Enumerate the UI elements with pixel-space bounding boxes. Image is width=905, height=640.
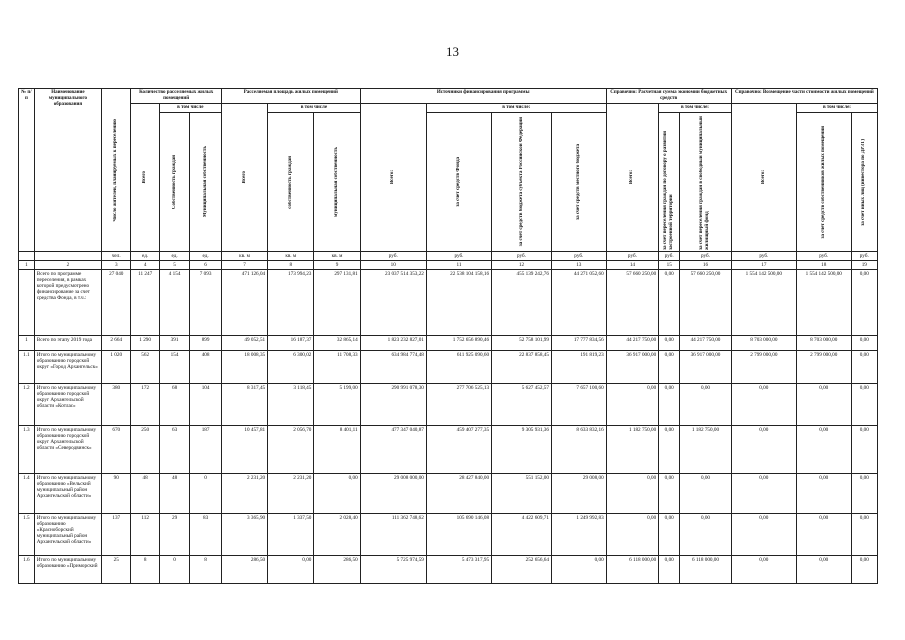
value-cell: 1 554 142 500,00 bbox=[796, 270, 851, 336]
value-cell: 0,00 bbox=[851, 474, 877, 514]
header-area-municipal: муниципальная собственность bbox=[314, 113, 360, 252]
row-name: Итого по муниципальному образованию «Приморский bbox=[34, 556, 101, 584]
table-row bbox=[19, 514, 878, 556]
value-cell: 10 457,81 bbox=[221, 426, 267, 474]
unit-cell: руб. bbox=[680, 252, 732, 261]
value-cell: 477 347 040,87 bbox=[360, 426, 426, 474]
value-cell: 111 362 748,62 bbox=[360, 514, 426, 556]
header-area-group: Расселяемая площадь жилых помещений bbox=[221, 89, 360, 104]
value-cell: 5 627 452,57 bbox=[492, 384, 552, 426]
column-number: 4 bbox=[131, 261, 159, 270]
value-cell: 48 bbox=[131, 474, 159, 514]
value-cell: 16 187,37 bbox=[268, 336, 314, 351]
column-number: 16 bbox=[680, 261, 732, 270]
header-rooms-incl: в том числе bbox=[159, 104, 221, 113]
value-cell: 57 660 250,00 bbox=[680, 270, 732, 336]
value-cell: 0,00 bbox=[659, 351, 680, 384]
value-cell: 0,00 bbox=[796, 384, 851, 426]
value-cell: 250 bbox=[131, 426, 159, 474]
value-cell: 5 199,00 bbox=[314, 384, 360, 426]
value-cell: 7 657 100,60 bbox=[551, 384, 606, 426]
value-cell: 286,50 bbox=[314, 556, 360, 584]
value-cell: 0,00 bbox=[731, 426, 796, 474]
header-source-incl: в том числе: bbox=[426, 104, 606, 113]
value-cell: 112 bbox=[131, 514, 159, 556]
header-ref-comp-total: Всего: bbox=[731, 104, 796, 252]
value-cell: 0,00 bbox=[659, 426, 680, 474]
value-cell: 0,00 bbox=[659, 556, 680, 584]
header-fund: за счет средств Фонда bbox=[426, 113, 491, 252]
value-cell: 8 401,11 bbox=[314, 426, 360, 474]
value-cell: 0,00 bbox=[796, 514, 851, 556]
value-cell: 1 752 656 890,46 bbox=[426, 336, 491, 351]
column-number: 1 bbox=[19, 261, 35, 270]
row-name: Итого по муниципальному образованию «Вельский муниципальный район Архангельской области» bbox=[34, 474, 101, 514]
value-cell: 0,00 bbox=[680, 474, 732, 514]
value-cell: 1 337,50 bbox=[268, 514, 314, 556]
header-other-sources: за счет иных лиц (инвестора по ДРЗТ) bbox=[851, 113, 877, 252]
value-cell: 0,00 bbox=[680, 514, 732, 556]
header-subject-budget: за счет средств бюджета субъекта Российской Федерации bbox=[492, 113, 552, 252]
column-number: 3 bbox=[102, 261, 131, 270]
header-rooms-municipal: Муниципальная собственность bbox=[190, 113, 222, 252]
value-cell: 290 991 078,30 bbox=[360, 384, 426, 426]
value-cell: 408 bbox=[190, 351, 222, 384]
value-cell: 1 182 750,00 bbox=[606, 426, 659, 474]
value-cell: 0,00 bbox=[851, 514, 877, 556]
value-cell: 0,00 bbox=[659, 270, 680, 336]
header-area-incl: в том числе bbox=[268, 104, 361, 113]
value-cell: 0,00 bbox=[659, 384, 680, 426]
value-cell: 2 231,20 bbox=[268, 474, 314, 514]
value-cell: 0,00 bbox=[680, 384, 732, 426]
column-number: 6 bbox=[190, 261, 222, 270]
value-cell: 2 231,20 bbox=[221, 474, 267, 514]
unit-cell: кв. м bbox=[314, 252, 360, 261]
row-name: Итого по муниципальному образованию городской округ «Город Архангельск» bbox=[34, 351, 101, 384]
value-cell: 105 690 146,08 bbox=[426, 514, 491, 556]
value-cell: 4 422 609,71 bbox=[492, 514, 552, 556]
header-ref-budget-group: Справочно: Расчетная сумма экономии бюджетных средств bbox=[606, 89, 731, 104]
value-cell: 7 093 bbox=[190, 270, 222, 336]
header-source-group: Источники финансирования программы bbox=[360, 89, 606, 104]
row-name: Итого по муниципальному образованию городской округ Архангельской области «Котлас» bbox=[34, 384, 101, 426]
value-cell: 670 bbox=[102, 426, 131, 474]
value-cell: 8 317,45 bbox=[221, 384, 267, 426]
row-number: 1.2 bbox=[19, 384, 35, 426]
header-planned-people: Число жителей, планируемых к переселению bbox=[102, 89, 131, 252]
value-cell: 0,00 bbox=[314, 474, 360, 514]
unit-cell: руб. bbox=[426, 252, 491, 261]
value-cell: 29 008,00 bbox=[551, 474, 606, 514]
value-cell: 459 407 277,35 bbox=[426, 426, 491, 474]
unit-cell: руб. bbox=[492, 252, 552, 261]
value-cell: 3 118,45 bbox=[268, 384, 314, 426]
header-ref-budget-incl: в том числе: bbox=[659, 104, 732, 113]
value-cell: 11 708,33 bbox=[314, 351, 360, 384]
column-number: 7 bbox=[221, 261, 267, 270]
header-name: Наименование муниципального образования bbox=[34, 89, 101, 252]
value-cell: 634 984 774,48 bbox=[360, 351, 426, 384]
value-cell: 23 037 514 353,22 bbox=[360, 270, 426, 336]
header-source-total: Всего: bbox=[360, 104, 426, 252]
value-cell: 6 300,02 bbox=[268, 351, 314, 384]
column-number: 11 bbox=[426, 261, 491, 270]
value-cell: 611 925 090,60 bbox=[426, 351, 491, 384]
value-cell: 68 bbox=[159, 384, 189, 426]
row-name: Итого по муниципальному образованию «Красноборский муниципальный район Архангельской области» bbox=[34, 514, 101, 556]
column-number: 8 bbox=[268, 261, 314, 270]
value-cell: 8 703 000,00 bbox=[731, 336, 796, 351]
header-local-budget: за счет средств местного бюджета bbox=[551, 113, 606, 252]
value-cell: 2 664 bbox=[102, 336, 131, 351]
value-cell: 0,00 bbox=[268, 556, 314, 584]
value-cell: 0,00 bbox=[851, 351, 877, 384]
header-area-citizens: собственность граждан bbox=[268, 113, 314, 252]
value-cell: 172 bbox=[131, 384, 159, 426]
value-cell: 2 056,70 bbox=[268, 426, 314, 474]
value-cell: 0,00 bbox=[606, 474, 659, 514]
row-name: Всего по программе переселения, в рамках которой предусмотрено финансирование за счет средства Фонда, в т.ч.: bbox=[34, 270, 101, 336]
row-number: 1.1 bbox=[19, 351, 35, 384]
header-exceed-norm: за счет переселения граждан по договору о развитии застроенной территории bbox=[659, 113, 680, 252]
column-number: 14 bbox=[606, 261, 659, 270]
value-cell: 0,00 bbox=[851, 336, 877, 351]
unit-cell: ед. bbox=[190, 252, 222, 261]
table-row bbox=[19, 474, 878, 514]
value-cell: 0,00 bbox=[659, 336, 680, 351]
value-cell: 1 020 bbox=[102, 351, 131, 384]
value-cell: 63 bbox=[159, 426, 189, 474]
value-cell: 5 725 974,59 bbox=[360, 556, 426, 584]
unit-cell: руб. bbox=[796, 252, 851, 261]
unit-cell: руб. bbox=[731, 252, 796, 261]
value-cell: 8 633 832,16 bbox=[551, 426, 606, 474]
value-cell: 104 bbox=[190, 384, 222, 426]
value-cell: 27 040 bbox=[102, 270, 131, 336]
value-cell: 0,00 bbox=[731, 474, 796, 514]
value-cell: 252 656,64 bbox=[492, 556, 552, 584]
value-cell: 0,00 bbox=[731, 556, 796, 584]
unit-cell: руб. bbox=[851, 252, 877, 261]
row-number: 1.3 bbox=[19, 426, 35, 474]
value-cell: 277 706 525,13 bbox=[426, 384, 491, 426]
value-cell: 0 bbox=[190, 474, 222, 514]
value-cell: 0,00 bbox=[731, 514, 796, 556]
value-cell: 5 473 317,95 bbox=[426, 556, 491, 584]
value-cell: 29 008 000,00 bbox=[360, 474, 426, 514]
header-no: № п/п bbox=[19, 89, 35, 252]
value-cell: 187 bbox=[190, 426, 222, 474]
value-cell: 0,00 bbox=[606, 384, 659, 426]
value-cell: 4 154 bbox=[159, 270, 189, 336]
value-cell: 137 bbox=[102, 514, 131, 556]
value-cell: 32 865,14 bbox=[314, 336, 360, 351]
value-cell: 6 118 000,00 bbox=[680, 556, 732, 584]
value-cell: 471 126,04 bbox=[221, 270, 267, 336]
value-cell: 8 bbox=[190, 556, 222, 584]
value-cell: 0,00 bbox=[659, 514, 680, 556]
unit-cell: руб. bbox=[551, 252, 606, 261]
value-cell: 18 008,35 bbox=[221, 351, 267, 384]
column-numbers-row bbox=[19, 261, 878, 270]
value-cell: 8 703 000,00 bbox=[796, 336, 851, 351]
column-number: 18 bbox=[796, 261, 851, 270]
value-cell: 0,00 bbox=[659, 474, 680, 514]
header-rooms-citizens: Собственность граждан bbox=[159, 113, 189, 252]
value-cell: 1 823 232 827,01 bbox=[360, 336, 426, 351]
value-cell: 0,00 bbox=[606, 514, 659, 556]
header-owners-funds: за счет средств собственников жилых помещений bbox=[796, 113, 851, 252]
unit-cell: руб. bbox=[606, 252, 659, 261]
program-table bbox=[18, 88, 878, 584]
value-cell: 9 305 931,36 bbox=[492, 426, 552, 474]
column-number: 19 bbox=[851, 261, 877, 270]
row-number: 1.6 bbox=[19, 556, 35, 584]
column-number: 2 bbox=[34, 261, 101, 270]
header-ref-budget-total: Всего: bbox=[606, 104, 659, 252]
value-cell: 551 152,00 bbox=[492, 474, 552, 514]
header-area-total: Всего bbox=[221, 104, 267, 252]
value-cell: 83 bbox=[190, 514, 222, 556]
header-rooms-group: Количество расселяемых жилых помещений bbox=[131, 89, 221, 104]
value-cell: 0,00 bbox=[551, 556, 606, 584]
row-number: 1.5 bbox=[19, 514, 35, 556]
table-row bbox=[19, 556, 878, 584]
unit-cell: ед. bbox=[131, 252, 159, 261]
column-number: 9 bbox=[314, 261, 360, 270]
value-cell: 48 bbox=[159, 474, 189, 514]
value-cell: 173 994,23 bbox=[268, 270, 314, 336]
column-number: 12 bbox=[492, 261, 552, 270]
value-cell: 2 028,40 bbox=[314, 514, 360, 556]
units-row bbox=[19, 252, 878, 261]
column-number: 5 bbox=[159, 261, 189, 270]
value-cell: 6 118 000,00 bbox=[606, 556, 659, 584]
value-cell: 29 bbox=[159, 514, 189, 556]
value-cell: 11 247 bbox=[131, 270, 159, 336]
value-cell: 0,00 bbox=[851, 384, 877, 426]
value-cell: 44 271 052,60 bbox=[551, 270, 606, 336]
value-cell: 22 538 104 158,16 bbox=[426, 270, 491, 336]
table-row bbox=[19, 336, 878, 351]
value-cell: 391 bbox=[159, 336, 189, 351]
value-cell: 0,00 bbox=[796, 474, 851, 514]
value-cell: 380 bbox=[102, 384, 131, 426]
header-rooms-total: Всего bbox=[131, 104, 159, 252]
value-cell: 8 bbox=[131, 556, 159, 584]
value-cell: 0,00 bbox=[731, 384, 796, 426]
table-row bbox=[19, 426, 878, 474]
unit-cell: кв. м bbox=[268, 252, 314, 261]
value-cell: 1 182 750,00 bbox=[680, 426, 732, 474]
value-cell: 25 bbox=[102, 556, 131, 584]
row-number: 1.4 bbox=[19, 474, 35, 514]
value-cell: 22 837 858,45 bbox=[492, 351, 552, 384]
value-cell: 3 365,90 bbox=[221, 514, 267, 556]
value-cell: 36 917 000,00 bbox=[606, 351, 659, 384]
value-cell: 0,00 bbox=[796, 556, 851, 584]
value-cell: 0,00 bbox=[851, 556, 877, 584]
value-cell: 0,00 bbox=[796, 426, 851, 474]
value-cell: 28 427 840,00 bbox=[426, 474, 491, 514]
value-cell: 455 139 242,76 bbox=[492, 270, 552, 336]
value-cell: 0,00 bbox=[851, 426, 877, 474]
value-cell: 562 bbox=[131, 351, 159, 384]
header-ref-comp-incl: в том числе: bbox=[796, 104, 877, 113]
column-number: 10 bbox=[360, 261, 426, 270]
unit-cell: руб. bbox=[659, 252, 680, 261]
value-cell: 44 217 750,00 bbox=[606, 336, 659, 351]
value-cell: 297 131,81 bbox=[314, 270, 360, 336]
value-cell: 36 917 000,00 bbox=[680, 351, 732, 384]
row-name: Итого по муниципальному образованию городской округ Архангельской области «Северодвинск» bbox=[34, 426, 101, 474]
header-free-fund: за счет переселения граждан в свободный муниципальный жилищный фонд bbox=[680, 113, 732, 252]
value-cell: 2 799 000,00 bbox=[796, 351, 851, 384]
value-cell: 191 819,23 bbox=[551, 351, 606, 384]
value-cell: 2 799 000,00 bbox=[731, 351, 796, 384]
table-row bbox=[19, 270, 878, 336]
value-cell: 17 777 834,56 bbox=[551, 336, 606, 351]
page-number: 13 bbox=[446, 44, 459, 59]
value-cell: 49 052,51 bbox=[221, 336, 267, 351]
column-number: 17 bbox=[731, 261, 796, 270]
unit-cell: руб. bbox=[360, 252, 426, 261]
table-row bbox=[19, 384, 878, 426]
column-number: 13 bbox=[551, 261, 606, 270]
value-cell: 44 217 750,00 bbox=[680, 336, 732, 351]
unit-cell: чел. bbox=[102, 252, 131, 261]
value-cell: 0 bbox=[159, 556, 189, 584]
unit-cell: кв. м bbox=[221, 252, 267, 261]
value-cell: 0,00 bbox=[851, 270, 877, 336]
value-cell: 1 249 992,83 bbox=[551, 514, 606, 556]
value-cell: 286,50 bbox=[221, 556, 267, 584]
row-name: Всего по этапу 2019 года bbox=[34, 336, 101, 351]
value-cell: 52 758 101,99 bbox=[492, 336, 552, 351]
value-cell: 90 bbox=[102, 474, 131, 514]
table-row bbox=[19, 351, 878, 384]
value-cell: 899 bbox=[190, 336, 222, 351]
row-number: 1 bbox=[19, 336, 35, 351]
row-number bbox=[19, 270, 35, 336]
value-cell: 1 554 142 500,00 bbox=[731, 270, 796, 336]
unit-cell: ед. bbox=[159, 252, 189, 261]
header-ref-compensation-group: Справочно: Возмещение части стоимости жилых помещений bbox=[731, 89, 877, 104]
column-number: 15 bbox=[659, 261, 680, 270]
value-cell: 1 290 bbox=[131, 336, 159, 351]
value-cell: 57 660 250,00 bbox=[606, 270, 659, 336]
value-cell: 154 bbox=[159, 351, 189, 384]
